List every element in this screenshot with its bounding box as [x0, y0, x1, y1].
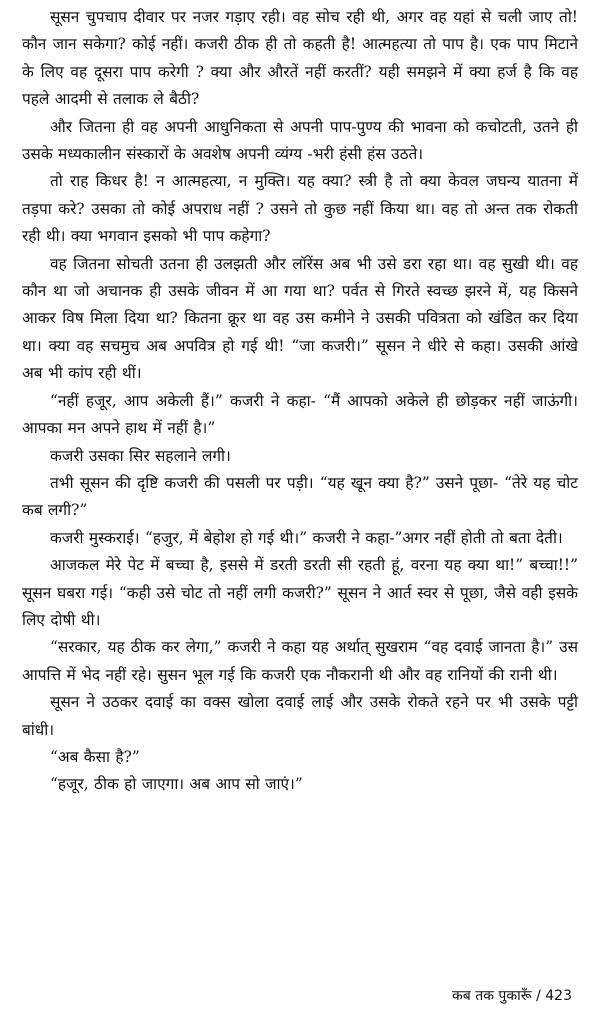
paragraph-9: आजकल मेरे पेट में बच्चा है, इससे में डरती डरती सी रहती हूं, वरना यह क्या था!” बच्चा!!” सूसन घबरा गई। “कही उसे चोट तो नहीं लगी कजरी?” सूसन ने आर्त स्वर से पूछा, जैसे वही इसके लिए दोषी थी। — [22, 556, 578, 629]
paragraph-6: कजरी उसका सिर सहलाने लगी। — [50, 446, 231, 465]
paragraph-7: तभी सूसन की दृष्टि कजरी की पसली पर पड़ी। “यह खून क्या है?” उसने पूछा- “तेरे यह चोट कब लगी?” — [22, 473, 578, 520]
page-body — [22, 4, 578, 799]
paragraph-12: “अब कैसा है?” — [50, 747, 140, 766]
paragraph-3: तो राह किधर है! न आत्महत्या, न मुक्ति। यह क्या? स्त्री है तो क्या केवल जघन्य यातना में तड़पा करे? उसका तो कोई अपराध नहीं ? उसने तो कुछ नहीं किया था। वह तो अन्त तक रोकती रही थी। क्या भगवान इसको भी पाप कहेगा? — [22, 172, 578, 246]
paragraph-11: सूसन ने उठकर दवाई का वक्स खोला दवाई लाई और उसके रोकते रहने पर भी उसके पट्टी बांधी। — [22, 693, 578, 739]
running-title: कब तक पुकारूँ — [452, 988, 532, 1004]
paragraph-2: और जितना ही वह अपनी आधुनिकता से अपनी पाप-पुण्य की भावना को कचोटती, उतने ही उसके मध्यकालीन संस्कारों के अवशेष अपनी व्यंग्य -भरी हंसी हंस उठते। — [22, 117, 578, 164]
paragraph-8: कजरी मुस्कराई। “हजुर, में बेहोश हो गई थी।” कजरी ने कहा-”अगर नहीं होती तो बता देती। — [50, 528, 563, 547]
paragraph-4: वह जितना सोचती उतना ही उलझती और लॉरेंस अब भी उसे डरा रहा था। वह सुखी थी। वह कौन था जो अचानक ही उसके जीवन में आ गया था? पर्वत से गिरते स्वच्छ झरने में, यह किसने आकर विष मिला दिया था? कितना क्रूर था वह उस कमीने ने उसकी पवित्रता को खंडित कर दिया था। क्या वह सचमुच अब अपवित्र हो गई थी! “जा कजरी।” सूसन ने धीरे से कहा। उसकी आंखे अब भी कांप रही थीं। — [22, 254, 578, 383]
footer-separator: / — [531, 988, 546, 1004]
page-number: 423 — [545, 988, 572, 1004]
page-footer — [452, 986, 572, 1005]
paragraph-5: “नहीं हजूर, आप अकेली हैं।” कजरी ने कहा- “मैं आपको अकेले ही छोड़कर नहीं जाऊंगी। आपका मन अपने हाथ में नहीं है।” — [22, 391, 578, 438]
paragraph-13: “हजूर, ठीक हो जाएगा। अब आप सो जाएं।” — [50, 775, 303, 794]
paragraph-10: “सरकार, यह ठीक कर लेगा,” कजरी ने कहा यह अर्थात् सुखराम “वह दवाई जानता है।” उस आपत्ति में भेद नहीं रहे। सुसन भूल गई कि कजरी एक नौकरानी थी और वह रानियों की रानी थी। — [22, 638, 578, 684]
paragraph-1: सूसन चुपचाप दीवार पर नजर गड़ाए रही। वह सोच रही थी, अगर वह यहां से चली जाए तो! कौन जान सकेगा? कोई नहीं। कजरी ठीक ही तो कहती है! आत्महत्या तो पाप है। एक पाप मिटाने के लिए वह दूसरा पाप करेगी ? क्या और औरतें नहीं करतीं? यही समझने में क्या हर्ज है कि वह पहले आदमी से तलाक ले बैठी? — [22, 8, 578, 109]
